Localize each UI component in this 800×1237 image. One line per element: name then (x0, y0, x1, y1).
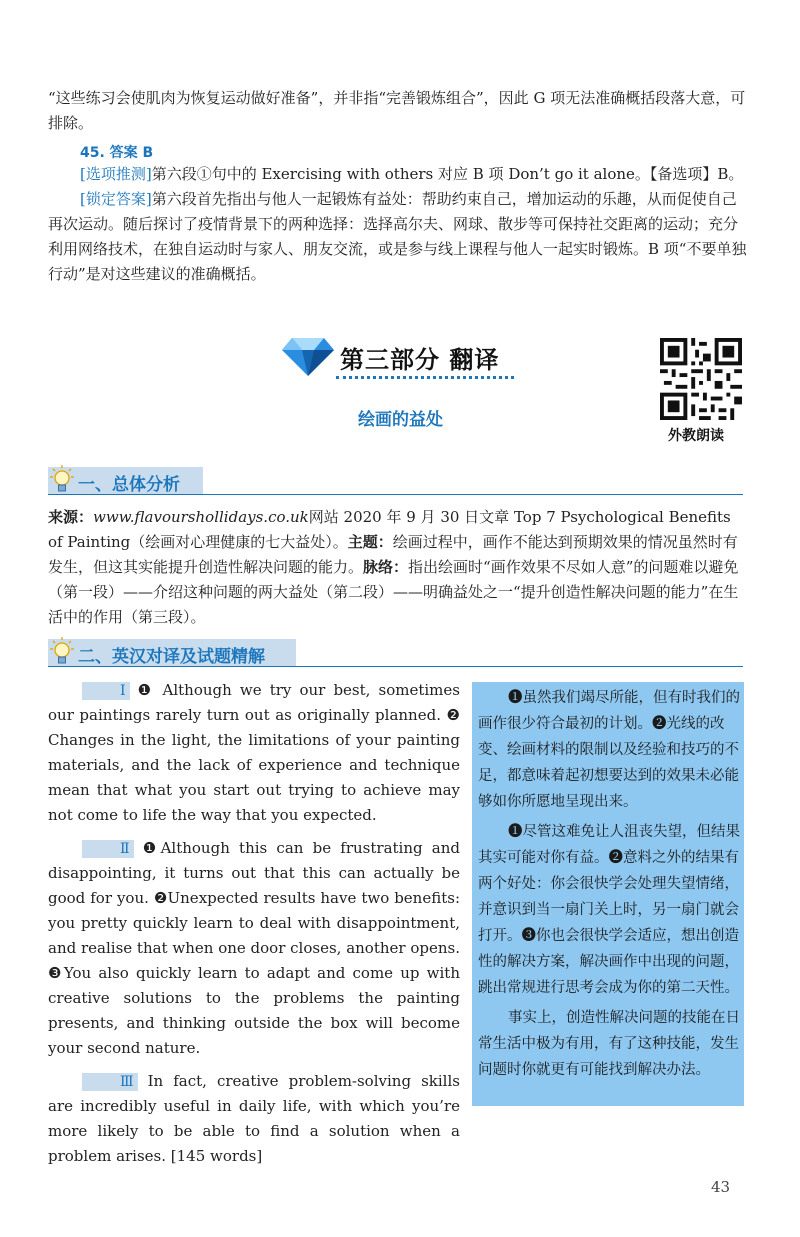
en-paragraph-2 (48, 836, 460, 1061)
structure-label: 脉络： (363, 558, 409, 576)
zh-paragraph-3: 事实上，创造性解决问题的技能在日常生活中极为有用，有了这种技能，发生问题时你就更有可能找到解决办法。 (478, 1010, 740, 1078)
paragraph-marker: Ⅰ (82, 682, 130, 700)
english-column (48, 678, 460, 1177)
zh-paragraph-2: ❶尽管这难免让人沮丧失望，但结果其实可能对你有益。❷意料之外的结果有两个好处：你会很快学会处理失望情绪，并意识到当一扇门关上时，另一扇门就会打开。❸你也会很快学会适应，想出创造性的解决方案，解决画作中出现的问题，跳出常规进行思考会成为你的第二天性。 (478, 824, 740, 996)
theme-label: 主题： (347, 533, 393, 551)
chinese-column (478, 685, 740, 1087)
en-paragraph-1 (48, 678, 460, 828)
option-inference-tag: [选项推测] (80, 165, 152, 183)
source-site: www.flavourshollidays.co.uk (93, 508, 309, 526)
part1-heading: 一、总体分析 (78, 475, 180, 495)
part2-header (48, 635, 743, 669)
top-continuation-text: “这些练习会使肌肉为恢复运动做好准备”，并非指“完善锻炼组合”，因此 G 项无法准确概括段落大意，可排除。 (48, 89, 746, 132)
title-underline (336, 376, 514, 379)
page-number: 43 (711, 1178, 731, 1196)
en-paragraph-text: ❶ Although we try our best, sometimes our paintings rarely turn out as originally planned. ❷ Changes in the light, the limitations of your painting materials, and the lack of experience and technique mean that what you start out trying to achieve may not come to life the way that you expected. (48, 681, 460, 824)
qr-label: 外教朗读 (668, 428, 724, 444)
source-label: 来源： (48, 508, 94, 526)
lightbulb-icon (50, 637, 74, 667)
part2-heading: 二、英汉对译及试题精解 (78, 647, 265, 667)
answer-title: 45. 答案 B (80, 145, 154, 161)
zh-paragraph-1: ❶虽然我们竭尽所能，但有时我们的画作很少符合最初的计划。❷光线的改变、绘画材料的限制以及经验和技巧的不足，都意味着起初想要达到的效果未必能够如你所愿地呈现出来。 (478, 690, 740, 810)
paragraph-marker: Ⅲ (82, 1073, 138, 1091)
structure-text: 指出绘画时“画作效果不尽如人意”的问题难以避免（第一段）——介绍这种问题的两大益处（第二段）——明确益处之一“提升创造性解决问题的能力”在生活中的作用（第三段）。 (48, 558, 739, 626)
source-text: 网站 2020 年 9 月 30 日文章 Top 7 Psychological Benefits of Painting（绘画对心理健康的七大益处）。 (48, 508, 731, 551)
option-inference-text: 第六段①句中的 Exercising with others 对应 B 项 Don’t go it alone。【备选项】B。 (151, 165, 744, 183)
section-title-block (282, 334, 542, 382)
lock-answer-tag: [锁定答案] (80, 190, 152, 208)
section-title: 第三部分 翻译 (340, 346, 500, 374)
overview-paragraph (48, 505, 743, 630)
option-inference-line (80, 162, 748, 187)
diamond-icon (282, 336, 334, 376)
theme-text: 绘画过程中，画作不能达到预期效果的情况虽然时有发生，但这其实能提升创造性解决问题的能力。 (48, 533, 738, 576)
en-paragraph-text: ❶Although this can be frustrating and disappointing, it turns out that this can actually be good for you. ❷Unexpected results have two benefits: you pretty quickly learn to deal with disappointment, and realise that when one door closes, another opens. ❸You also quickly learn to adapt and come up with creative solutions to the problems the painting presents, and thinking outside the box will become your second nature. (48, 839, 460, 1057)
lock-answer-text: 第六段首先指出与他人一起锻炼有益处：帮助约束自己，增加运动的乐趣，从而促使自己再次运动。随后探讨了疫情背景下的两种选择：选择高尔夫、网球、散步等可保持社交距离的运动；充分利用网络技术，在独自运动时与家人、朋友交流，或是参与线上课程与他人一起实时锻炼。B 项“不要单独行动”是对这些建议的准确概括。 (48, 190, 747, 283)
part1-header (48, 463, 743, 497)
qr-code-icon[interactable] (660, 338, 742, 420)
paragraph-marker: Ⅱ (82, 840, 134, 858)
article-title: 绘画的益处 (358, 410, 443, 430)
en-paragraph-3 (48, 1069, 460, 1169)
lightbulb-icon (50, 465, 74, 495)
en-paragraph-text: In fact, creative problem-solving skills are incredibly useful in daily life, with which you’re more likely to be able to find a solution when a problem arises. [145 words] (48, 1072, 460, 1165)
lock-answer-paragraph (48, 187, 748, 287)
